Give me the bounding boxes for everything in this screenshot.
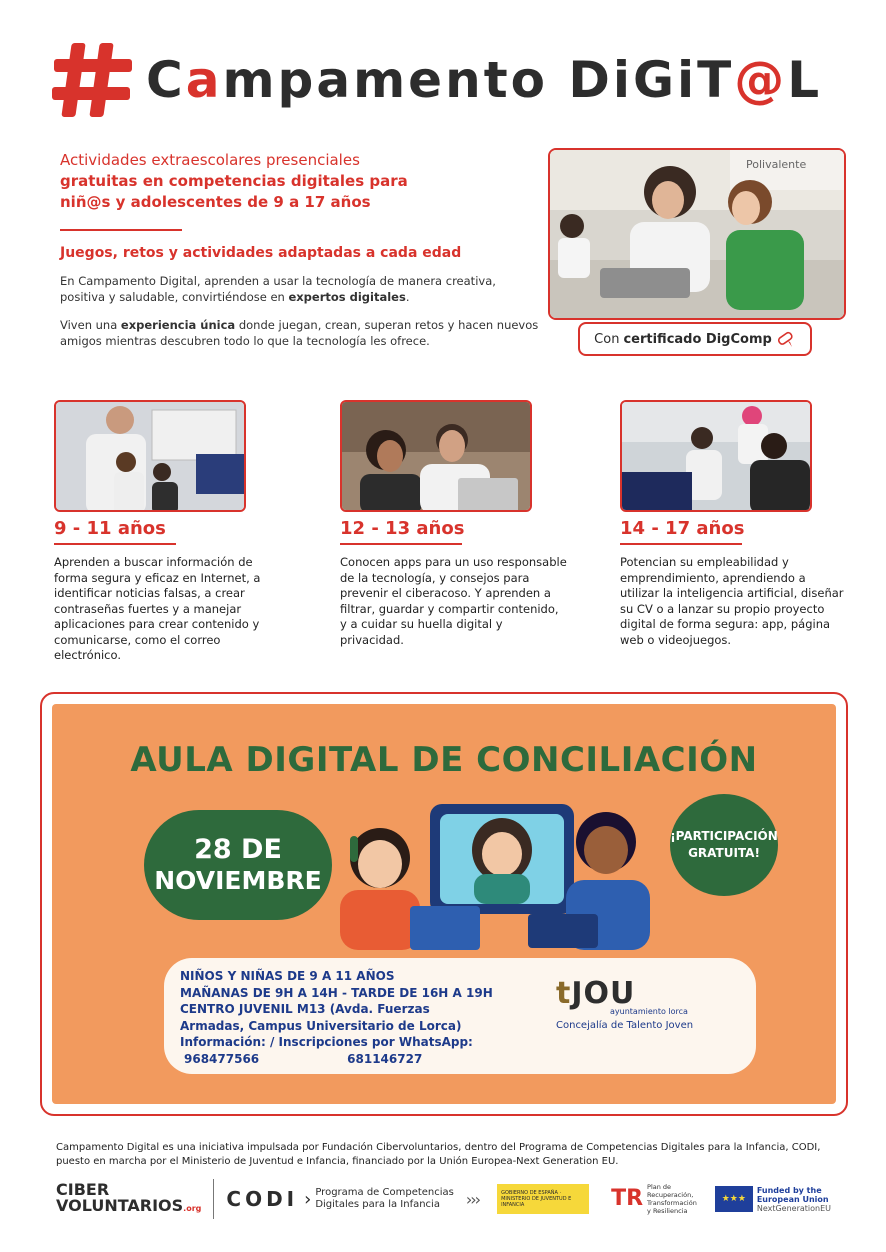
tjoven-logo — [556, 976, 738, 1062]
codi-logo: CODI — [226, 1187, 299, 1211]
main-photo — [548, 148, 846, 320]
chevron-right-icon: › — [304, 1188, 312, 1210]
page-title: Campamento DiGiT@L — [146, 51, 823, 109]
header — [52, 40, 842, 120]
info-line: NIÑOS Y NIÑAS DE 9 A 11 AÑOS — [180, 969, 395, 983]
intro-line-2: gratuitas en competencias digitales para — [60, 172, 408, 190]
age-title: 14 - 17 años — [620, 518, 745, 539]
chevrons-icon: ››› — [465, 1189, 480, 1209]
age-description: Aprenden a buscar información de forma segura y eficaz en Internet, a identificar noticias falsas, a crear contraseñas fuertes y a manejar aplicaciones para crear contenido y comunicarse, como el correo electrónico. — [54, 555, 261, 662]
date-badge: 28 DE NOVIEMBRE — [144, 810, 332, 920]
kids-illustration — [314, 798, 674, 966]
age-description: Conocen apps para un uso responsable de la tecnología, y consejos para prevenir el ciberacoso. Y aprenden a filtrar, guardar y compartir contenido, y a cuidar su huella digital y privacidad. — [340, 555, 567, 647]
info-line: Armadas, Campus Universitario de Lorca) — [180, 1018, 462, 1033]
intro-paragraph-2: Viven una experiencia única donde juegan, crean, superan retos y hacen nuevos amigos mientras descubren todo lo que la tecnología les ofrece. — [60, 318, 539, 348]
age-group-14-17 — [620, 400, 848, 648]
divider — [60, 229, 182, 231]
divider — [54, 543, 176, 545]
svg-text:Polivalente: Polivalente — [746, 158, 807, 171]
divider — [340, 543, 462, 545]
intro-line-1: Actividades extraescolares presenciales — [60, 151, 360, 169]
prtr-mark-icon: TR — [611, 1186, 644, 1211]
age-group-12-13 — [340, 400, 568, 648]
eu-flag-icon: ★★★ — [715, 1186, 753, 1212]
gobierno-logo: GOBIERNO DE ESPAÑA · MINISTERIO DE JUVENTUD E INFANCIA — [497, 1184, 589, 1214]
age-group-photo — [54, 400, 246, 512]
phone-numbers — [180, 1051, 493, 1068]
intro-paragraph-1: En Campamento Digital, aprenden a usar la tecnología de manera creativa, positiva y saludable, convirtiéndose en expertos digitales. — [60, 274, 496, 304]
info-line: CENTRO JUVENIL M13 (Avda. Fuerzas — [180, 1002, 430, 1016]
age-title: 12 - 13 años — [340, 518, 465, 539]
divider — [213, 1179, 214, 1219]
promo-banner — [40, 692, 848, 1116]
info-line: MAÑANAS DE 9H A 14H - TARDE DE 16H A 19H — [180, 985, 493, 1000]
age-title: 9 - 11 años — [54, 518, 166, 539]
age-group-photo — [620, 400, 812, 512]
tjoven-wordmark: tJOU — [556, 976, 636, 1011]
certificate-badge: Con certificado DigComp — [578, 322, 812, 356]
logo-bar — [56, 1176, 846, 1222]
free-participation-badge: ¡PARTICIPACIÓN GRATUITA! — [670, 794, 778, 896]
promo-inner — [52, 704, 836, 1104]
certificate-ribbon-icon — [776, 330, 796, 348]
cibervoluntarios-logo: CIBER VOLUNTARIOS.org — [56, 1179, 202, 1215]
footer-text: Campamento Digital es una iniciativa impulsada por Fundación Cibervoluntarios, dentro del Programa de Competencias Digitales para la Infancia, CODI, puesto en marcha por el Ministerio de Juventud e Infancia, financiado por la Unión Europea-Next Generation EU. — [56, 1142, 821, 1167]
intro-line-3: niñ@s y adolescentes de 9 a 17 años — [60, 193, 371, 211]
info-box — [164, 958, 756, 1074]
tjoven-sub: ayuntamiento lorca — [610, 1007, 688, 1016]
divider — [620, 543, 742, 545]
prtr-logo: TR Plan de Recuperación, Transformación y Resiliencia — [611, 1183, 697, 1215]
tjoven-name: Concejalía de Talento Joven — [556, 1020, 694, 1031]
phone-1: 968477566 — [184, 1051, 260, 1066]
age-group-9-11 — [54, 400, 282, 664]
phone-2: 681146727 — [347, 1051, 423, 1066]
info-line: Información: / Inscripciones por WhatsApp: — [180, 1035, 473, 1049]
age-group-photo — [340, 400, 532, 512]
intro-subtitle: Juegos, retos y actividades adaptadas a cada edad — [60, 245, 462, 261]
info-lines — [180, 968, 493, 1067]
intro-section — [60, 150, 540, 361]
promo-title: AULA DIGITAL DE CONCILIACIÓN — [130, 740, 758, 780]
eu-logo: ★★★ Funded by the European Union NextGenerationEU — [715, 1186, 831, 1213]
codi-description: Programa de Competencias Digitales para la Infancia — [315, 1187, 454, 1210]
hashtag-icon — [52, 41, 134, 119]
age-description: Potencian su empleabilidad y emprendimiento, aprendiendo a utilizar la inteligencia artificial, diseñar su CV o a lanzar su propio proyecto digital de forma segura: app, página web o videojuegos. — [620, 555, 844, 647]
